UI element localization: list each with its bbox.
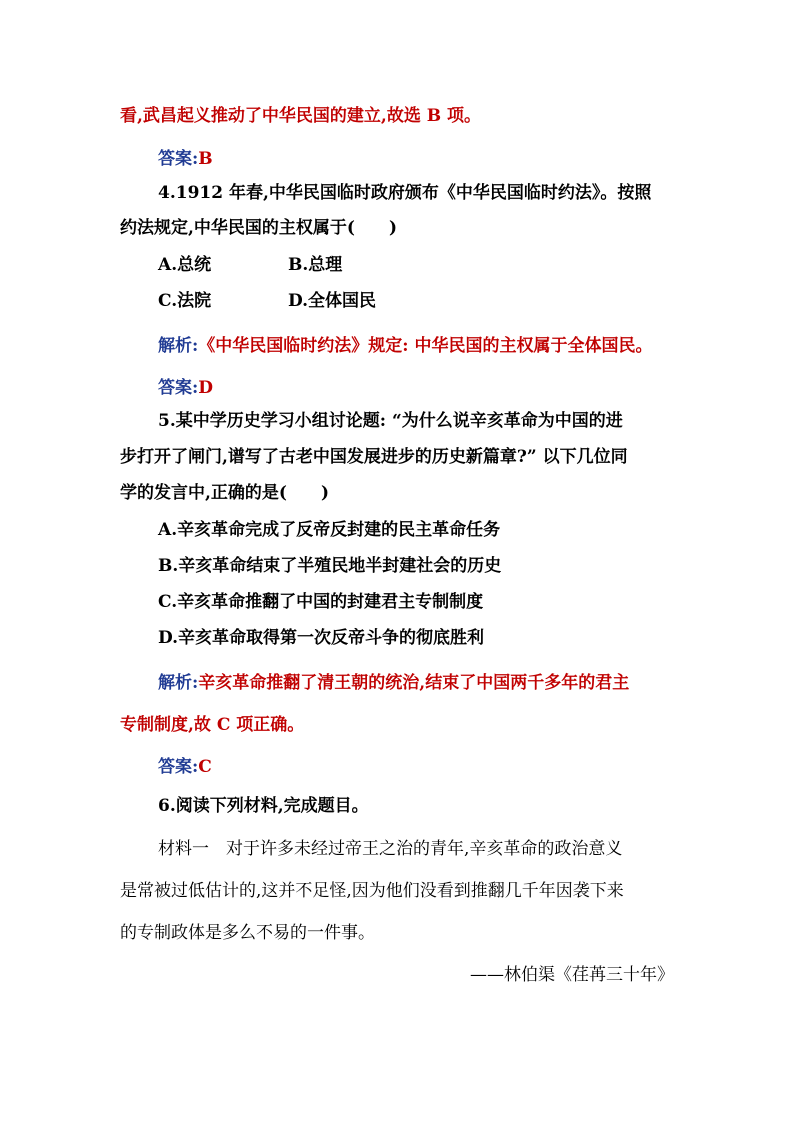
q5-option-a: A.辛亥革命完成了反帝反封建的民主革命任务 [158, 520, 501, 540]
q4-answer [158, 377, 213, 399]
q4-options-row2 [158, 290, 377, 312]
q6-material-line1: 材料一 对于许多未经过帝王之治的青年,辛亥革命的政治意义 [158, 839, 623, 859]
q3-answer [158, 148, 213, 170]
q5-option-b: B.辛亥革命结束了半殖民地半封建社会的历史 [158, 556, 502, 576]
q6-stem: 6.阅读下列材料,完成题目。 [158, 796, 369, 816]
answer-label: 答案: [158, 378, 199, 398]
q5-option-d: D.辛亥革命取得第一次反帝斗争的彻底胜利 [158, 628, 485, 648]
answer-value: B [198, 149, 213, 169]
q4-analysis [158, 335, 652, 357]
analysis-text: 《中华民国临时约法》规定: 中华民国的主权属于全体国民。 [198, 336, 653, 356]
q5-stem-line3: 学的发言中,正确的是( ) [120, 483, 330, 503]
q5-stem-line1: 5.某中学历史学习小组讨论题: “为什么说辛亥革命为中国的进 [158, 411, 623, 431]
analysis-label: 解析: [158, 336, 199, 356]
q4-stem-line1: 4.1912 年春,中华民国临时政府颁布《中华民国临时约法》。按照 [158, 183, 652, 203]
answer-value: C [198, 757, 212, 777]
q5-stem-line2: 步打开了闸门,谱写了古老中国发展进步的历史新篇章?” 以下几位同 [120, 447, 628, 467]
answer-label: 答案: [158, 757, 199, 777]
q5-analysis-line2: 专制制度,故 C 项正确。 [120, 715, 305, 735]
q5-answer [158, 756, 212, 778]
q6-material-line3: 的专制政体是多么不易的一件事。 [120, 923, 375, 943]
analysis-text: 辛亥革命推翻了清王朝的统治,结束了中国两千多年的君主 [198, 673, 630, 693]
q6-material-line2: 是常被过低估计的,这并不足怪,因为他们没看到推翻几千年因袭下来 [120, 881, 624, 901]
q4-option-d: D.全体国民 [288, 291, 377, 311]
q6-source: ——林伯渠《荏苒三十年》 [470, 965, 674, 985]
answer-label: 答案: [158, 149, 199, 169]
q5-analysis-line1 [158, 672, 629, 694]
analysis-label: 解析: [158, 673, 199, 693]
q4-option-c: C.法院 [158, 291, 212, 311]
q4-options-row1 [158, 254, 343, 276]
answer-value: D [198, 378, 214, 398]
q4-stem-line2: 约法规定,中华民国的主权属于( ) [120, 218, 398, 238]
q3-analysis-tail: 看,武昌起义推动了中华民国的建立,故选 B 项。 [120, 106, 482, 126]
q4-option-a: A.总统 [158, 255, 212, 275]
q4-option-b: B.总理 [288, 255, 343, 275]
q5-option-c: C.辛亥革命推翻了中国的封建君主专制制度 [158, 592, 484, 612]
